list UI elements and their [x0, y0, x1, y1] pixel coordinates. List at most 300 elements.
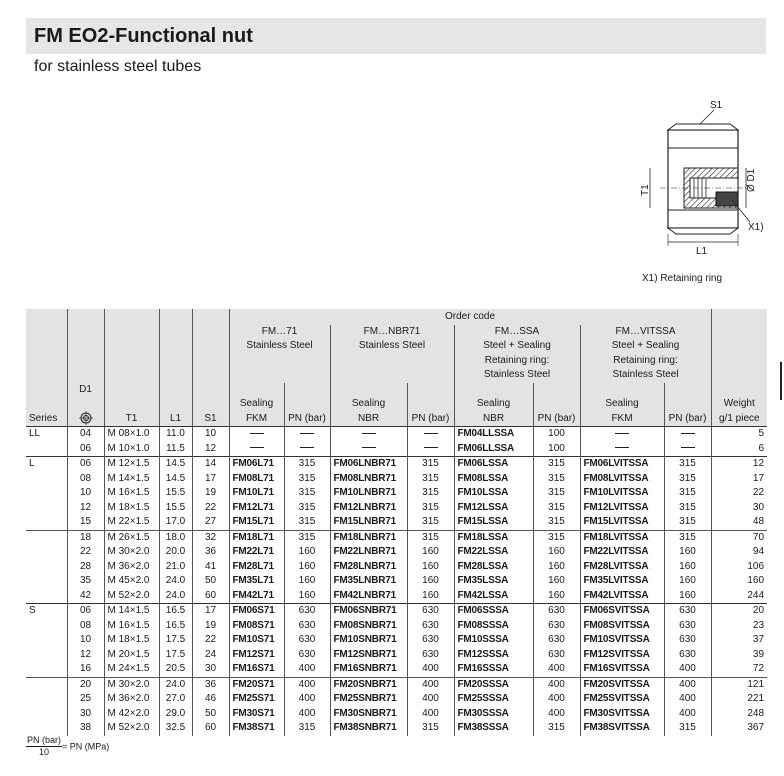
cell-s1: 36 — [192, 677, 229, 692]
cell-d1: 04 — [67, 427, 104, 442]
cell-p2: 400 — [407, 662, 454, 677]
cell-c1: FM06S71 — [229, 604, 284, 619]
cell-series — [26, 677, 67, 692]
cell-l1: 11.0 — [159, 427, 192, 442]
cell-c4: FM38SVITSSA — [580, 721, 664, 736]
cell-c4: FM15LVITSSA — [580, 515, 664, 530]
dash-mark — [300, 433, 314, 434]
cell-l1: 18.0 — [159, 530, 192, 545]
cell-s1: 50 — [192, 574, 229, 589]
cell-p1: 630 — [284, 633, 330, 648]
cell-p1: 315 — [284, 530, 330, 545]
cell-d1: 15 — [67, 515, 104, 530]
table-row — [26, 560, 767, 575]
formula-fraction — [26, 735, 62, 758]
cell-p1 — [284, 427, 330, 442]
cell-t1: M 14×1.5 — [104, 472, 159, 487]
cell-c3: FM12LSSA — [454, 501, 533, 516]
cell-series — [26, 721, 67, 736]
table-row — [26, 707, 767, 722]
cell-c3: FM06LLSSA — [454, 442, 533, 457]
cell-p2 — [407, 427, 454, 442]
cell-t1: M 20×1.5 — [104, 648, 159, 663]
cell-t1: M 18×1.5 — [104, 633, 159, 648]
cell-c2: FM28LNBR71 — [330, 560, 407, 575]
cell-w: 244 — [711, 589, 767, 604]
cell-w: 221 — [711, 692, 767, 707]
cell-w: 23 — [711, 619, 767, 634]
cell-p1: 315 — [284, 501, 330, 516]
cell-w: 17 — [711, 472, 767, 487]
cell-t1: M 14×1.5 — [104, 604, 159, 619]
col-weight: Weight g/1 piece — [711, 397, 767, 427]
cell-c3: FM06LSSA — [454, 457, 533, 472]
dash-mark — [615, 433, 629, 434]
cell-s1: 46 — [192, 692, 229, 707]
cell-c2: FM08LNBR71 — [330, 472, 407, 487]
label-t1: T1 — [640, 184, 651, 196]
dash-mark — [615, 447, 629, 448]
cell-c3: FM28LSSA — [454, 560, 533, 575]
cell-p4: 630 — [664, 604, 711, 619]
cell-c1: FM15L71 — [229, 515, 284, 530]
cell-l1: 15.5 — [159, 486, 192, 501]
cell-p4: 400 — [664, 692, 711, 707]
cell-c2: FM20SNBR71 — [330, 677, 407, 692]
cell-w: 106 — [711, 560, 767, 575]
cell-w: 30 — [711, 501, 767, 516]
cell-l1: 27.0 — [159, 692, 192, 707]
cell-p1: 160 — [284, 574, 330, 589]
table-row — [26, 604, 767, 619]
col-pn-4: PN (bar) — [664, 397, 711, 427]
table-row — [26, 472, 767, 487]
cell-l1: 16.5 — [159, 604, 192, 619]
cell-l1: 17.5 — [159, 633, 192, 648]
cell-c2: FM06SNBR71 — [330, 604, 407, 619]
cell-c3: FM15LSSA — [454, 515, 533, 530]
dash-mark — [250, 433, 264, 434]
cell-s1: 32 — [192, 530, 229, 545]
nut-drawing — [620, 96, 780, 256]
cell-d1: 08 — [67, 619, 104, 634]
dash-mark — [362, 433, 376, 434]
cell-s1: 41 — [192, 560, 229, 575]
cell-w: 20 — [711, 604, 767, 619]
footer-formula — [26, 735, 109, 758]
cell-series — [26, 589, 67, 604]
cell-c4: FM08LVITSSA — [580, 472, 664, 487]
page-subtitle: for stainless steel tubes — [34, 58, 202, 75]
cell-l1: 11.5 — [159, 442, 192, 457]
cell-c1: FM12L71 — [229, 501, 284, 516]
cell-c4: FM10LVITSSA — [580, 486, 664, 501]
cell-p1: 160 — [284, 589, 330, 604]
label-l1: L1 — [696, 246, 708, 256]
cell-c2: FM06LNBR71 — [330, 457, 407, 472]
col-pn-3: PN (bar) — [533, 397, 580, 427]
cell-p4: 160 — [664, 589, 711, 604]
cell-d1: 10 — [67, 486, 104, 501]
cell-p4: 315 — [664, 530, 711, 545]
cell-series — [26, 501, 67, 516]
dash-mark — [250, 447, 264, 448]
cell-c3: FM38SSSA — [454, 721, 533, 736]
cell-w: 248 — [711, 707, 767, 722]
cell-c4: FM42LVITSSA — [580, 589, 664, 604]
cell-s1: 19 — [192, 619, 229, 634]
cell-c4: FM22LVITSSA — [580, 545, 664, 560]
table-row — [26, 619, 767, 634]
cell-p4: 315 — [664, 472, 711, 487]
cell-s1: 22 — [192, 501, 229, 516]
cell-w: 367 — [711, 721, 767, 736]
table-row — [26, 427, 767, 442]
cell-c3: FM08SSSA — [454, 619, 533, 634]
cell-t1: M 30×2.0 — [104, 677, 159, 692]
cell-p2: 160 — [407, 574, 454, 589]
table-row — [26, 574, 767, 589]
cell-p1: 400 — [284, 707, 330, 722]
cell-d1: 18 — [67, 530, 104, 545]
cell-p1: 400 — [284, 692, 330, 707]
cell-w: 72 — [711, 662, 767, 677]
group-vitssa-title: FM…VITSSA Steel + Sealing Retaining ring: Stainless Steel — [580, 325, 711, 383]
spec-table — [26, 309, 767, 736]
label-d1: Ø D1 — [746, 168, 757, 192]
cell-c1 — [229, 427, 284, 442]
cell-d1: 25 — [67, 692, 104, 707]
cell-p3: 315 — [533, 486, 580, 501]
col-sealing-nbr-2: Sealing NBR — [454, 397, 533, 427]
cell-p2: 160 — [407, 545, 454, 560]
cell-c3: FM22LSSA — [454, 545, 533, 560]
cell-p1: 315 — [284, 721, 330, 736]
drawing-caption: X1) Retaining ring — [642, 273, 723, 284]
cell-p2: 400 — [407, 707, 454, 722]
cell-c1: FM12S71 — [229, 648, 284, 663]
cell-w: 6 — [711, 442, 767, 457]
title-bar — [26, 18, 766, 54]
order-code-header: Order code — [229, 309, 711, 325]
table-row — [26, 501, 767, 516]
table-row — [26, 633, 767, 648]
cell-c4: FM08SVITSSA — [580, 619, 664, 634]
cell-s1: 24 — [192, 648, 229, 663]
cell-p3: 630 — [533, 648, 580, 663]
cell-w: 70 — [711, 530, 767, 545]
cell-p3: 160 — [533, 574, 580, 589]
cell-c3: FM30SSSA — [454, 707, 533, 722]
cell-c3: FM18LSSA — [454, 530, 533, 545]
cell-p3: 315 — [533, 472, 580, 487]
cell-c1: FM06L71 — [229, 457, 284, 472]
cell-c2: FM08SNBR71 — [330, 619, 407, 634]
cell-t1: M 16×1.5 — [104, 619, 159, 634]
dash-mark — [300, 447, 314, 448]
table-row — [26, 589, 767, 604]
cell-c4: FM12LVITSSA — [580, 501, 664, 516]
cell-c4: FM35LVITSSA — [580, 574, 664, 589]
cell-series — [26, 619, 67, 634]
cell-t1: M 52×2.0 — [104, 721, 159, 736]
cell-p4: 315 — [664, 457, 711, 472]
cell-c4: FM10SVITSSA — [580, 633, 664, 648]
cell-p2: 160 — [407, 560, 454, 575]
cell-l1: 14.5 — [159, 457, 192, 472]
cell-c2: FM35LNBR71 — [330, 574, 407, 589]
col-sealing-nbr-1: Sealing NBR — [330, 397, 407, 427]
cell-series — [26, 486, 67, 501]
cell-series: S — [26, 604, 67, 619]
cell-p3: 400 — [533, 662, 580, 677]
cell-c2: FM15LNBR71 — [330, 515, 407, 530]
cell-c2 — [330, 442, 407, 457]
cell-t1: M 24×1.5 — [104, 662, 159, 677]
cell-c1: FM20S71 — [229, 677, 284, 692]
cell-p1: 315 — [284, 472, 330, 487]
col-sealing-fkm-2: Sealing FKM — [580, 397, 664, 427]
cell-d1: 08 — [67, 472, 104, 487]
cell-c2: FM18LNBR71 — [330, 530, 407, 545]
cell-p3: 100 — [533, 427, 580, 442]
cell-c4: FM06SVITSSA — [580, 604, 664, 619]
cell-l1: 20.5 — [159, 662, 192, 677]
col-pn-2: PN (bar) — [407, 397, 454, 427]
cell-p2: 630 — [407, 619, 454, 634]
cell-p1: 630 — [284, 604, 330, 619]
cell-c1: FM08L71 — [229, 472, 284, 487]
table-row — [26, 692, 767, 707]
cell-p2: 630 — [407, 648, 454, 663]
cell-series — [26, 633, 67, 648]
cell-l1: 24.0 — [159, 574, 192, 589]
cell-l1: 17.0 — [159, 515, 192, 530]
table-row — [26, 457, 767, 472]
cell-p4 — [664, 442, 711, 457]
cell-t1: M 30×2.0 — [104, 545, 159, 560]
cell-c2: FM12LNBR71 — [330, 501, 407, 516]
label-s1: S1 — [710, 100, 723, 111]
cell-s1: 10 — [192, 427, 229, 442]
cell-p4: 400 — [664, 707, 711, 722]
cell-p1: 160 — [284, 545, 330, 560]
cell-p2: 315 — [407, 515, 454, 530]
cell-s1: 19 — [192, 486, 229, 501]
cell-d1: 30 — [67, 707, 104, 722]
cell-c4: FM28LVITSSA — [580, 560, 664, 575]
cell-c2: FM10LNBR71 — [330, 486, 407, 501]
col-pn-1: PN (bar) — [284, 397, 330, 427]
cell-d1: 38 — [67, 721, 104, 736]
cell-c4: FM12SVITSSA — [580, 648, 664, 663]
cell-s1: 50 — [192, 707, 229, 722]
cell-p3: 160 — [533, 545, 580, 560]
cell-c3: FM35LSSA — [454, 574, 533, 589]
cell-p2: 315 — [407, 472, 454, 487]
group-ssa-title: FM…SSA Steel + Sealing Retaining ring: Stainless Steel — [454, 325, 580, 383]
cell-c3: FM20SSSA — [454, 677, 533, 692]
cell-c1: FM38S71 — [229, 721, 284, 736]
cell-c1: FM30S71 — [229, 707, 284, 722]
cell-p3: 315 — [533, 515, 580, 530]
cell-p2: 400 — [407, 692, 454, 707]
cell-p1: 315 — [284, 457, 330, 472]
cell-series — [26, 692, 67, 707]
table-row — [26, 648, 767, 663]
cell-p4: 400 — [664, 662, 711, 677]
cell-w: 48 — [711, 515, 767, 530]
cell-c2: FM25SNBR71 — [330, 692, 407, 707]
cell-series — [26, 515, 67, 530]
cell-series: L — [26, 457, 67, 472]
cell-c4: FM30SVITSSA — [580, 707, 664, 722]
cell-p4: 400 — [664, 677, 711, 692]
cell-c2: FM16SNBR71 — [330, 662, 407, 677]
cell-c1: FM10S71 — [229, 633, 284, 648]
cell-w: 12 — [711, 457, 767, 472]
cell-c1: FM35L71 — [229, 574, 284, 589]
cell-c4: FM16SVITSSA — [580, 662, 664, 677]
cell-p3: 100 — [533, 442, 580, 457]
cell-p4: 160 — [664, 560, 711, 575]
cell-series — [26, 530, 67, 545]
cell-l1: 14.5 — [159, 472, 192, 487]
cell-t1: M 36×2.0 — [104, 560, 159, 575]
cell-c2: FM22LNBR71 — [330, 545, 407, 560]
cell-c1: FM08S71 — [229, 619, 284, 634]
cell-p3: 315 — [533, 530, 580, 545]
cell-p4: 315 — [664, 515, 711, 530]
cell-c2: FM30SNBR71 — [330, 707, 407, 722]
cell-c1: FM10L71 — [229, 486, 284, 501]
cell-t1: M 08×1.0 — [104, 427, 159, 442]
cell-p3: 315 — [533, 501, 580, 516]
cell-t1: M 22×1.5 — [104, 515, 159, 530]
cell-series — [26, 648, 67, 663]
cell-p4: 160 — [664, 545, 711, 560]
cell-p2: 315 — [407, 457, 454, 472]
table-row — [26, 486, 767, 501]
cell-l1: 17.5 — [159, 648, 192, 663]
cell-s1: 36 — [192, 545, 229, 560]
cell-p4: 315 — [664, 501, 711, 516]
group-nbr71-title: FM…NBR71 Stainless Steel — [330, 325, 454, 383]
cell-d1: 06 — [67, 442, 104, 457]
table-row — [26, 721, 767, 736]
cell-p3: 160 — [533, 589, 580, 604]
table-row — [26, 442, 767, 457]
dash-mark — [424, 433, 438, 434]
cell-t1: M 26×1.5 — [104, 530, 159, 545]
cell-l1: 29.0 — [159, 707, 192, 722]
cell-l1: 15.5 — [159, 501, 192, 516]
spec-table-body — [26, 427, 767, 736]
cell-c1 — [229, 442, 284, 457]
dash-mark — [681, 433, 695, 434]
cell-d1: 16 — [67, 662, 104, 677]
cell-p3: 630 — [533, 633, 580, 648]
cell-w: 5 — [711, 427, 767, 442]
col-d1: D1 — [67, 383, 104, 398]
cell-w: 39 — [711, 648, 767, 663]
cell-series — [26, 560, 67, 575]
cell-p4: 630 — [664, 619, 711, 634]
cell-w: 22 — [711, 486, 767, 501]
cell-c4 — [580, 427, 664, 442]
cell-p2 — [407, 442, 454, 457]
cell-t1: M 10×1.0 — [104, 442, 159, 457]
cell-c3: FM04LLSSA — [454, 427, 533, 442]
cell-p4: 630 — [664, 648, 711, 663]
cell-p2: 630 — [407, 604, 454, 619]
cell-c3: FM16SSSA — [454, 662, 533, 677]
col-series: Series — [26, 397, 67, 427]
cell-s1: 60 — [192, 721, 229, 736]
cell-d1: 28 — [67, 560, 104, 575]
cell-t1: M 16×1.5 — [104, 486, 159, 501]
cell-series — [26, 472, 67, 487]
cell-l1: 21.0 — [159, 560, 192, 575]
cell-d1: 22 — [67, 545, 104, 560]
cell-p3: 630 — [533, 604, 580, 619]
cell-series — [26, 574, 67, 589]
cell-t1: M 42×2.0 — [104, 707, 159, 722]
cell-c4: FM06LVITSSA — [580, 457, 664, 472]
cell-c4: FM25SVITSSA — [580, 692, 664, 707]
cell-p1: 630 — [284, 619, 330, 634]
tube-symbol-icon — [67, 397, 104, 427]
cell-series: LL — [26, 427, 67, 442]
cell-p1: 315 — [284, 486, 330, 501]
cell-d1: 12 — [67, 501, 104, 516]
cell-c3: FM10LSSA — [454, 486, 533, 501]
cell-p4: 315 — [664, 721, 711, 736]
formula-result: = PN (MPa) — [62, 741, 110, 752]
cell-d1: 06 — [67, 457, 104, 472]
cell-p3: 160 — [533, 560, 580, 575]
cell-c2: FM42LNBR71 — [330, 589, 407, 604]
label-x1: X1) — [748, 222, 764, 233]
cell-c1: FM28L71 — [229, 560, 284, 575]
cell-p1: 630 — [284, 648, 330, 663]
cell-t1: M 45×2.0 — [104, 574, 159, 589]
cell-p1: 400 — [284, 662, 330, 677]
cell-t1: M 52×2.0 — [104, 589, 159, 604]
cell-l1: 24.0 — [159, 589, 192, 604]
cell-c4: FM20SVITSSA — [580, 677, 664, 692]
table-row — [26, 677, 767, 692]
cell-c4 — [580, 442, 664, 457]
cell-s1: 17 — [192, 604, 229, 619]
cell-c2: FM12SNBR71 — [330, 648, 407, 663]
cell-c3: FM12SSSA — [454, 648, 533, 663]
cell-t1: M 36×2.0 — [104, 692, 159, 707]
cell-p3: 315 — [533, 721, 580, 736]
cell-c1: FM42L71 — [229, 589, 284, 604]
cell-w: 160 — [711, 574, 767, 589]
cell-d1: 42 — [67, 589, 104, 604]
table-row — [26, 530, 767, 545]
cell-c2: FM10SNBR71 — [330, 633, 407, 648]
cell-c3: FM08LSSA — [454, 472, 533, 487]
cell-c2 — [330, 427, 407, 442]
col-s1: S1 — [192, 397, 229, 427]
cell-p1: 315 — [284, 515, 330, 530]
cell-s1: 27 — [192, 515, 229, 530]
cell-d1: 35 — [67, 574, 104, 589]
cell-p3: 630 — [533, 619, 580, 634]
